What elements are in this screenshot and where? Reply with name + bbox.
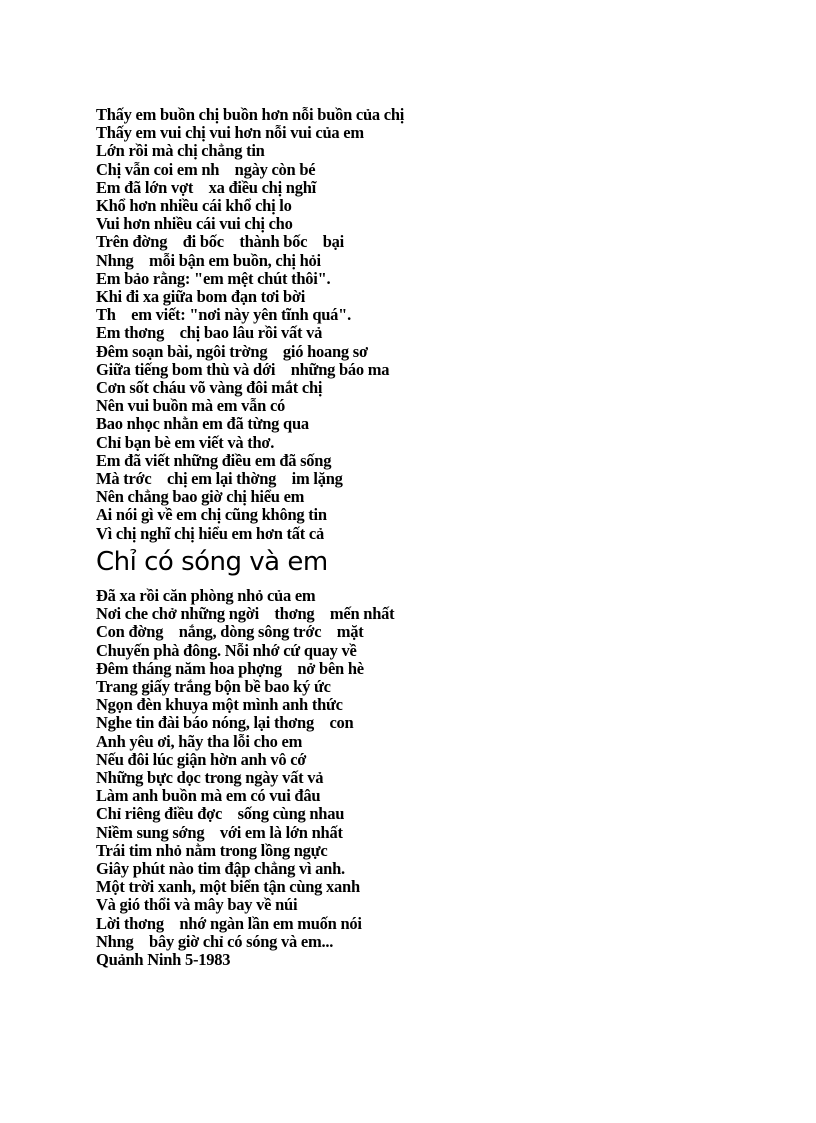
poem-line: Nhng mỗi bận em buồn, chị hỏi	[96, 250, 321, 270]
poem-line: Ngọn đèn khuya một mình anh thức	[96, 695, 343, 715]
poem-line: Giữa tiếng bom thù và dới những báo ma	[96, 359, 390, 379]
poem-line: Và gió thổi và mây bay về núi	[96, 895, 298, 915]
poem-line: Lời thơng nhớ ngàn lần em muốn nói	[96, 913, 362, 933]
poem-one-body	[96, 106, 796, 543]
poem-line: Đêm tháng năm hoa phợng nở bên hè	[96, 658, 364, 678]
poem-line: Trái tim nhỏ nằm trong lồng ngực	[96, 840, 328, 860]
poem-line: Mà trớc chị em lại thờng im lặng	[96, 469, 343, 489]
poem-line: Nhng bây giờ chỉ có sóng và em...	[96, 931, 334, 951]
poem-line: Khi đi xa giữa bom đạn tơi bời	[96, 287, 306, 307]
poem-line: Chỉ bạn bè em viết và thơ.	[96, 432, 275, 452]
poem-line: Em bảo rằng: "em mệt chút thôi".	[96, 268, 331, 288]
poem-two-title: Chỉ có sóng và em	[96, 547, 328, 577]
poem-line: Em đã lớn vợt xa điều chị nghĩ	[96, 177, 316, 197]
poem-two-body	[96, 587, 796, 969]
poem-line: Thấy em vui chị vui hơn nỗi vui của em	[96, 123, 364, 143]
poem-line: Cơn sốt cháu võ vàng đôi mắt chị	[96, 378, 323, 398]
poem-line: Nghe tin đài báo nóng, lại thơng con	[96, 713, 354, 733]
poem-line: Chị vẫn coi em nh ngày còn bé	[96, 159, 316, 179]
poem-signature: Quảnh Ninh 5-1983	[96, 950, 231, 970]
poem-line: Nếu đôi lúc giận hờn anh vô cớ	[96, 749, 307, 769]
poem-line: Đã xa rồi căn phòng nhỏ của em	[96, 586, 316, 605]
poem-line: Đêm soạn bài, ngôi trờng gió hoang sơ	[96, 341, 368, 361]
poem-line: Lớn rồi mà chị chẳng tin	[96, 141, 265, 161]
poem-line: Th em viết: "nơi này yên tĩnh quá".	[96, 305, 351, 325]
poem-line: Anh yêu ơi, hãy tha lỗi cho em	[96, 731, 303, 751]
poem-line: Em thơng chị bao lâu rồi vất vả	[96, 323, 323, 343]
poem-line: Giây phút nào tim đập chẳng vì anh.	[96, 859, 345, 879]
poem-line: Nơi che chở những ngời thơng mến nhất	[96, 604, 395, 624]
poem-line: Chỉ riêng điều đợc sống cùng nhau	[96, 804, 345, 824]
poem-line: Trên đờng đi bốc thành bốc bại	[96, 232, 345, 252]
poem-line: Vui hơn nhiều cái vui chị cho	[96, 214, 293, 234]
poem-line: Nên chẳng bao giờ chị hiểu em	[96, 487, 305, 507]
poem-line: Vì chị nghĩ chị hiểu em hơn tất cả	[96, 523, 324, 543]
poem-line: Chuyến phà đông. Nỗi nhớ cứ quay về	[96, 640, 357, 660]
poem-line: Những bực dọc trong ngày vất vả	[96, 768, 324, 788]
poem-line: Nên vui buồn mà em vẫn có	[96, 396, 286, 416]
poem-line: Con đờng nắng, dòng sông trớc mặt	[96, 622, 364, 642]
poem-line: Trang giấy trắng bộn bề bao ký ức	[96, 677, 331, 697]
poem-line: Khổ hơn nhiều cái khổ chị lo	[96, 196, 292, 216]
poem-line: Em đã viết những điều em đã sống	[96, 450, 332, 470]
poem-line: Thấy em buồn chị buồn hơn nỗi buồn của chị	[96, 105, 405, 124]
poem-two-lines	[96, 587, 796, 951]
poem-line: Bao nhọc nhằn em đã từng qua	[96, 414, 309, 434]
poem-line: Niềm sung sớng với em là lớn nhất	[96, 822, 343, 842]
poem-line: Làm anh buồn mà em có vui đâu	[96, 786, 321, 806]
poem-line: Một trời xanh, một biển tận cùng xanh	[96, 877, 360, 897]
poem-line: Ai nói gì về em chị cũng không tin	[96, 505, 327, 525]
